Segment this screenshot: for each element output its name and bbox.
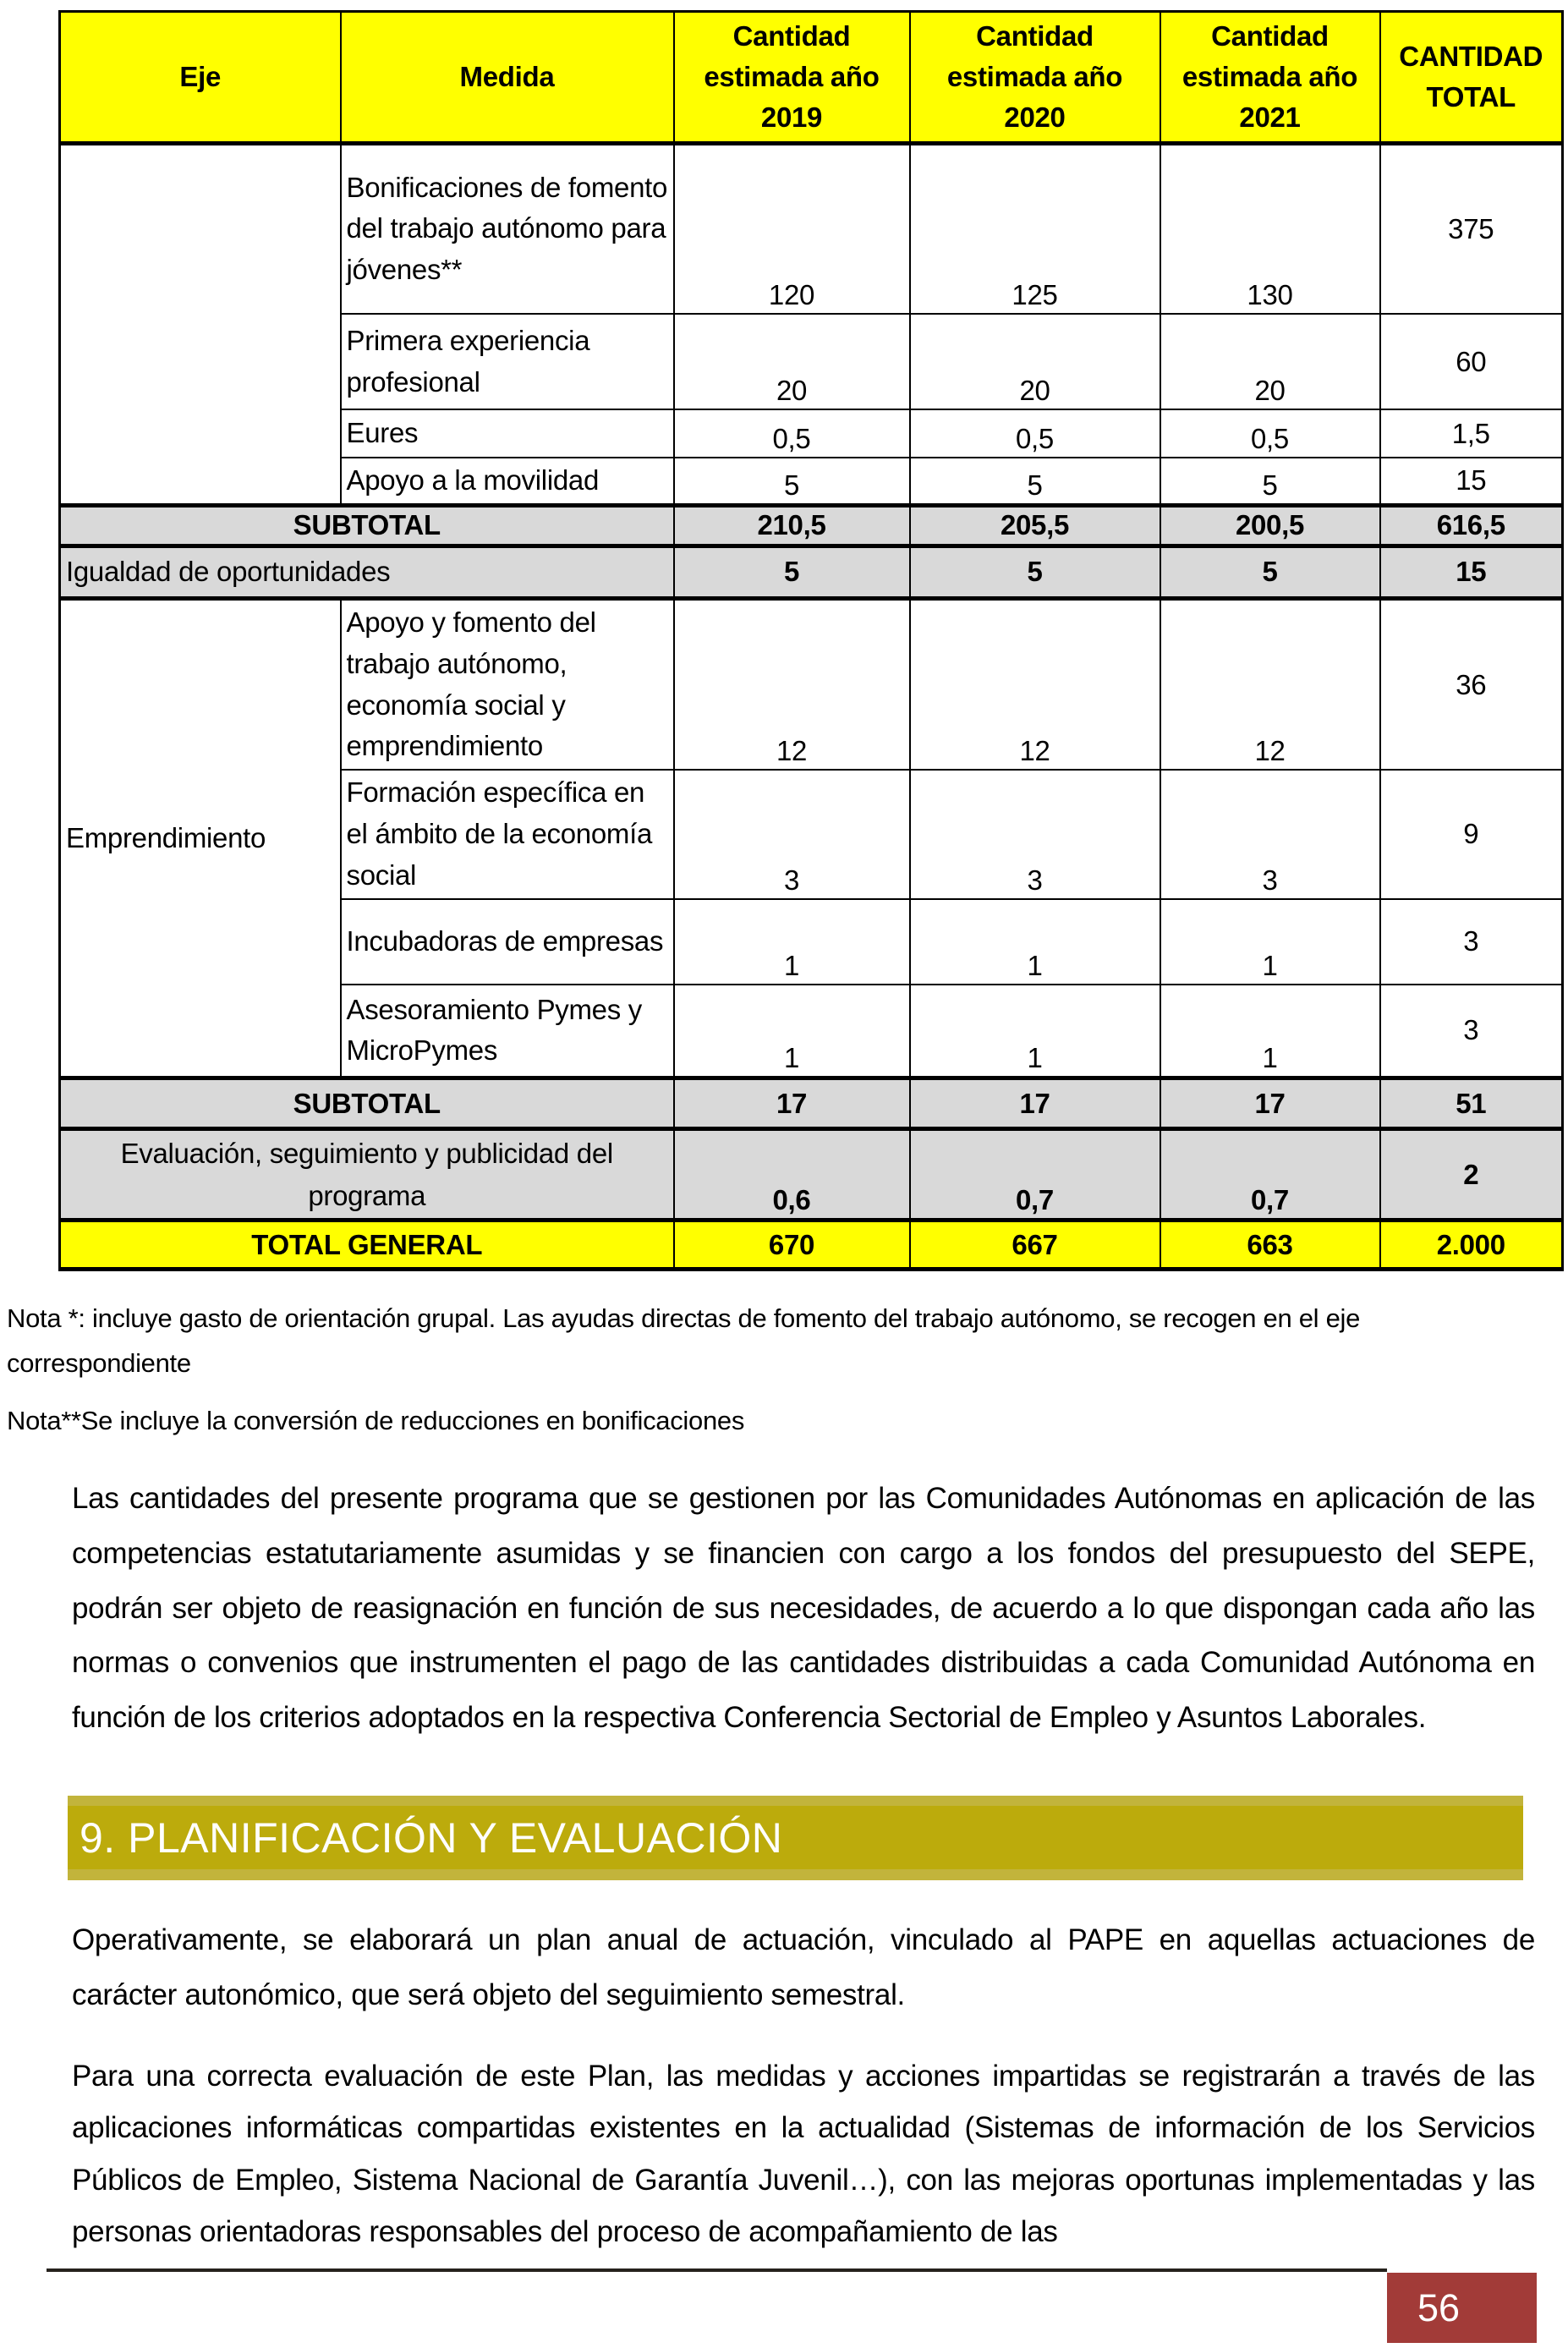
table-row-subtotal-1 xyxy=(60,505,1563,546)
col-header-medida: Medida xyxy=(341,12,674,144)
col-header-2021: Cantidad estimada año 2021 xyxy=(1160,12,1380,144)
cell-2021: 5 xyxy=(1160,546,1380,598)
page-number-badge xyxy=(1387,2273,1537,2343)
col-header-total: CANTIDAD TOTAL xyxy=(1380,12,1563,144)
col-header-2019: Cantidad estimada año 2019 xyxy=(674,12,910,144)
cell-2020: 1 xyxy=(910,899,1160,985)
cell-total: 2.000 xyxy=(1380,1221,1563,1270)
evaluacion-label: Evaluación, seguimiento y publicidad del programa xyxy=(120,1138,613,1211)
cell-medida: Primera experiencia profesional xyxy=(341,314,674,409)
cell-total: 15 xyxy=(1380,546,1563,598)
cell-medida: Bonificaciones de fomento del trabajo autónomo para jóvenes** xyxy=(341,143,674,314)
cell-total: 2 xyxy=(1380,1129,1563,1221)
cell-2019: 0,6 xyxy=(674,1129,910,1221)
cell-2020: 5 xyxy=(910,546,1160,598)
col-header-eje: Eje xyxy=(60,12,341,144)
cell-2021: 12 xyxy=(1160,598,1380,770)
cell-2020: 5 xyxy=(910,458,1160,505)
cell-total-general-label: TOTAL GENERAL xyxy=(60,1221,674,1270)
cell-total: 15 xyxy=(1380,458,1563,505)
cell-2020: 205,5 xyxy=(910,505,1160,546)
cell-2021: 663 xyxy=(1160,1221,1380,1270)
cell-2019: 670 xyxy=(674,1221,910,1270)
cell-2019: 3 xyxy=(674,770,910,898)
cell-2020: 0,5 xyxy=(910,409,1160,458)
paragraph-operativamente: Operativamente, se elaborará un plan anual de actuación, vinculado al PAPE en aquellas actuaciones de carácter autonómico, que será objeto del seguimiento semestral. xyxy=(72,1923,1535,2011)
cell-eje-igualdad: Igualdad de oportunidades xyxy=(60,546,674,598)
cell-2019: 17 xyxy=(674,1078,910,1129)
cell-2021: 130 xyxy=(1160,143,1380,314)
cell-medida: Eures xyxy=(341,409,674,458)
cell-2019: 1 xyxy=(674,985,910,1078)
cell-2020: 20 xyxy=(910,314,1160,409)
cell-2021: 3 xyxy=(1160,770,1380,898)
cell-2021: 1 xyxy=(1160,899,1380,985)
cell-2021: 17 xyxy=(1160,1078,1380,1129)
table-row-evaluacion xyxy=(60,1129,1563,1221)
cell-2021: 0,5 xyxy=(1160,409,1380,458)
cell-2019: 210,5 xyxy=(674,505,910,546)
cell-total: 1,5 xyxy=(1380,409,1563,458)
paragraph-reasignacion: Las cantidades del presente programa que se gestionen por las Comunidades Autónomas en aplicación de las competencias estatutariamente asumidas y se financien con cargo a los fondos del presupuesto del SEPE, podrán ser objeto de reasignación en función de sus necesidades, de acuerdo a lo que dispongan cada año las normas o convenios que instrumenten el pago de las cantidades distribuidas a cada Comunidad Autónoma en función de los criterios adoptados en la respectiva Conferencia Sectorial de Empleo y Asuntos Laborales. xyxy=(72,1482,1535,1734)
cell-total: 616,5 xyxy=(1380,505,1563,546)
cell-2019: 5 xyxy=(674,546,910,598)
section-heading-planificacion xyxy=(68,1796,1523,1880)
cell-total: 3 xyxy=(1380,899,1563,985)
cell-2020: 125 xyxy=(910,143,1160,314)
budget-table xyxy=(58,10,1564,1271)
cell-2020: 12 xyxy=(910,598,1160,770)
cell-eje-group-empty xyxy=(60,143,341,505)
cell-medida: Apoyo a la movilidad xyxy=(341,458,674,505)
cell-2020: 1 xyxy=(910,985,1160,1078)
cell-subtotal-label: SUBTOTAL xyxy=(60,505,674,546)
cell-2019: 12 xyxy=(674,598,910,770)
cell-2019: 0,5 xyxy=(674,409,910,458)
cell-2020: 17 xyxy=(910,1078,1160,1129)
footer-divider-line xyxy=(47,2268,1387,2272)
table-notes xyxy=(7,1296,1368,1455)
cell-total: 3 xyxy=(1380,985,1563,1078)
cell-2020: 667 xyxy=(910,1221,1160,1270)
cell-medida: Asesoramiento Pymes y MicroPymes xyxy=(341,985,674,1078)
note-double-asterisk: Nota**Se incluye la conversión de reducciones en bonificaciones xyxy=(7,1405,745,1435)
cell-2019: 120 xyxy=(674,143,910,314)
cell-2021: 20 xyxy=(1160,314,1380,409)
table-row-subtotal-2 xyxy=(60,1078,1563,1129)
cell-medida: Incubadoras de empresas xyxy=(341,899,674,985)
table-row-bonificaciones xyxy=(60,143,1563,314)
col-header-2020: Cantidad estimada año 2020 xyxy=(910,12,1160,144)
table-row-total-general xyxy=(60,1221,1563,1270)
cell-2019: 20 xyxy=(674,314,910,409)
table-row-apoyo-fomento xyxy=(60,598,1563,770)
note-asterisk: Nota *: incluye gasto de orientación grupal. Las ayudas directas de fomento del trabajo autónomo, se recogen en el eje correspondiente xyxy=(7,1303,1361,1379)
cell-total: 60 xyxy=(1380,314,1563,409)
cell-total: 9 xyxy=(1380,770,1563,898)
cell-2019: 1 xyxy=(674,899,910,985)
cell-total: 51 xyxy=(1380,1078,1563,1129)
cell-2021: 0,7 xyxy=(1160,1129,1380,1221)
cell-medida: Apoyo y fomento del trabajo autónomo, economía social y emprendimiento xyxy=(341,598,674,770)
cell-medida: Formación específica en el ámbito de la economía social xyxy=(341,770,674,898)
cell-2020: 3 xyxy=(910,770,1160,898)
cell-eje-evaluacion xyxy=(60,1129,674,1221)
cell-eje-emprendimiento: Emprendimiento xyxy=(60,598,341,1078)
page-number-text: 56 xyxy=(1417,2286,1461,2329)
paragraph-evaluacion-plan: Para una correcta evaluación de este Plan, las medidas y acciones impartidas se registrarán a través de las aplicaciones informáticas compartidas existentes en la actualidad (Sistemas de información de los Servicios Públicos de Empleo, Sistema Nacional de Garantía Juvenil…), con las mejoras oportunas implementadas y las personas orientadoras responsables del proceso de acompañamiento de las xyxy=(72,2060,1535,2248)
cell-2021: 200,5 xyxy=(1160,505,1380,546)
cell-total: 375 xyxy=(1380,143,1563,314)
table-row-igualdad xyxy=(60,546,1563,598)
cell-2021: 1 xyxy=(1160,985,1380,1078)
cell-subtotal-label: SUBTOTAL xyxy=(60,1078,674,1129)
cell-2019: 5 xyxy=(674,458,910,505)
section-heading-text: 9. PLANIFICACIÓN Y EVALUACIÓN xyxy=(79,1814,783,1862)
cell-total: 36 xyxy=(1380,598,1563,770)
cell-2021: 5 xyxy=(1160,458,1380,505)
cell-2020: 0,7 xyxy=(910,1129,1160,1221)
table-header-row xyxy=(60,12,1563,144)
